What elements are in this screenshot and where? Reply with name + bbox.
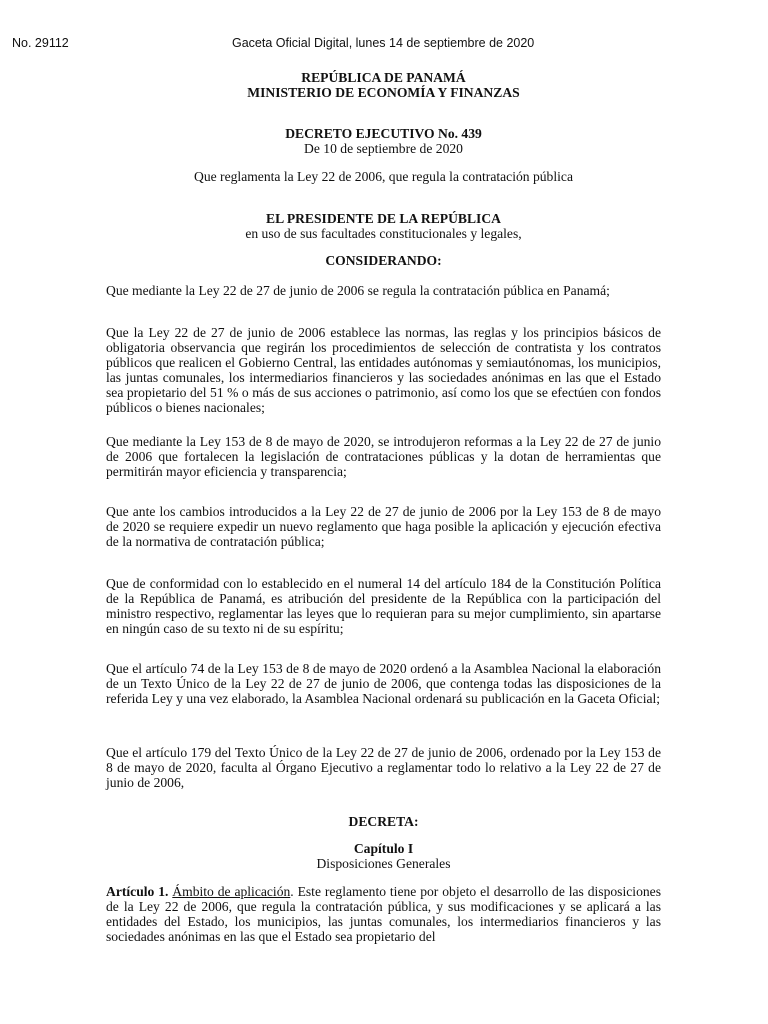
considerando-paragraph-7: Que el artículo 179 del Texto Único de la Ley 22 de 27 de junio de 2006, ordenado por la Ley 153 de 8 de mayo de 2020, faculta al Órgano Ejecutivo a reglamentar todo lo relativo a la Ley 22 de 27 de junio de 2006, (106, 745, 661, 790)
issuer-block (106, 70, 661, 100)
considerando-heading: CONSIDERANDO: (325, 253, 442, 268)
decree-heading (106, 126, 661, 156)
considerando-paragraph-6: Que el artículo 74 de la Ley 153 de 8 de mayo de 2020 ordenó a la Asamblea Nacional la elaboración de un Texto Único de la Ley 22 de 27 de junio de 2006, que contenga todas las disposiciones de la referida Ley y una vez elaborado, la Asamblea Nacional ordenará su publicación en la Gaceta Oficial; (106, 661, 661, 706)
considerando-paragraph-5: Que de conformidad con lo establecido en el numeral 14 del artículo 184 de la Constitución Política de la República de Panamá, es atribución del presidente de la República con la participación del ministro respectivo, reglamentar las leyes que lo requieran para su mejor cumplimiento, sin apartarse en ningún caso de su texto ni de su espíritu; (106, 576, 661, 636)
ministry-name: MINISTERIO DE ECONOMÍA Y FINANZAS (247, 85, 520, 100)
authority-powers: en uso de sus facultades constitucionales y legales, (245, 226, 522, 241)
article-heading: Ámbito de aplicación (172, 884, 291, 899)
authority-title: EL PRESIDENTE DE LA REPÚBLICA (266, 211, 501, 226)
chapter-heading (106, 841, 661, 871)
gazette-number: No. 29112 (12, 36, 69, 50)
decree-date: De 10 de septiembre de 2020 (304, 141, 463, 156)
decree-title: DECRETO EJECUTIVO No. 439 (285, 126, 482, 141)
considerando-paragraph-3: Que mediante la Ley 153 de 8 de mayo de 2020, se introdujeron reformas a la Ley 22 de 27 de junio de 2006 que fortalecen la legislación de contrataciones públicas y la dotan de herramientas que permitirán mayor eficiencia y transparencia; (106, 434, 661, 479)
chapter-name: Disposiciones Generales (316, 856, 451, 871)
country-name: REPÚBLICA DE PANAMÁ (301, 70, 466, 85)
decree-subject: Que reglamenta la Ley 22 de 2006, que regula la contratación pública (194, 169, 573, 184)
page-header (0, 36, 768, 52)
considerando-paragraph-2: Que la Ley 22 de 27 de junio de 2006 establece las normas, las reglas y los principios básicos de obligatoria observancia que regirán los procedimientos de selección de contratista y los contratos públicos que realicen el Gobierno Central, las entidades autónomas y semiautónomas, los municipios, las juntas comunales, los intermediarios financieros y las sociedades anónimas en las que el Estado sea propietario del 51 % o más de sus acciones o patrimonio, así como los que se efectúen con fondos públicos o bienes nacionales; (106, 325, 661, 415)
decreta-heading: DECRETA: (348, 814, 419, 829)
authority-block (106, 211, 661, 241)
article-label: Artículo 1. (106, 884, 169, 899)
considerando-paragraph-1: Que mediante la Ley 22 de 27 de junio de 2006 se regula la contratación pública en Panamá; (106, 283, 610, 298)
considerando-paragraph-4: Que ante los cambios introducidos a la Ley 22 de 27 de junio de 2006 por la Ley 153 de 8 de mayo de 2020 se requiere expedir un nuevo reglamento que haga posible la aplicación y ejecución efectiva de la normativa de contratación pública; (106, 504, 661, 549)
article-1 (106, 884, 661, 944)
gazette-title-date: Gaceta Oficial Digital, lunes 14 de septiembre de 2020 (232, 36, 535, 50)
chapter-title: Capítulo I (353, 841, 414, 856)
article-text: . Este reglamento tiene por objeto el desarrollo de las disposiciones de la Ley 22 de 2006, que regula la contratación pública, y sus modificaciones y se aplicará a las entidades del Estado, los municipios, las juntas comunales, los intermediarios financieros y las sociedades anónimas en las que el Estado sea propietario del (106, 884, 661, 944)
